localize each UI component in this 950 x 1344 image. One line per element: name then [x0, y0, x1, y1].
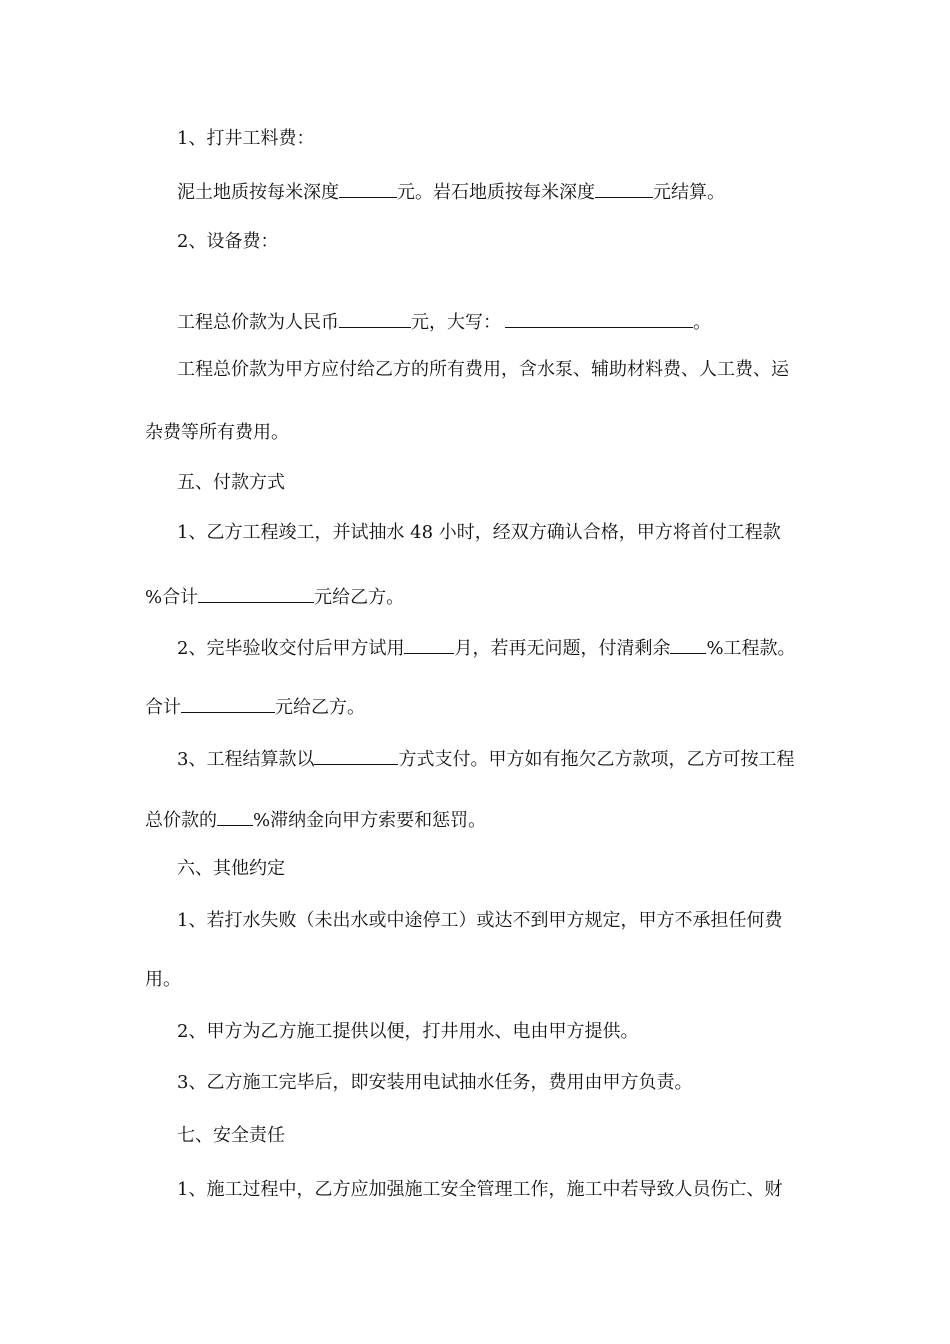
text-segment: %滞纳金向甲方索要和惩罚。: [253, 810, 487, 831]
payment-2-line1: [177, 634, 867, 661]
fill-blank-trial-months[interactable]: [404, 634, 454, 654]
text-segment: 2、甲方为乙方施工提供以便，打井用水、电由甲方提供。: [177, 1021, 639, 1042]
text-segment: 元。岩石地质按每米深度: [397, 182, 595, 203]
text-segment: 3、乙方施工完毕后，即安装用电试抽水任务，费用由甲方负责。: [177, 1072, 693, 1093]
fill-blank-remaining-amount[interactable]: [181, 693, 275, 713]
section-heading: 六、其他约定: [177, 858, 285, 879]
total-price-desc-line2: [145, 421, 835, 445]
item-1-heading: [177, 127, 867, 151]
agreement-1-line2: [145, 968, 835, 992]
text-segment: %合计: [145, 587, 199, 608]
agreement-3-line: [177, 1071, 867, 1095]
fill-blank-payment-method[interactable]: [314, 745, 398, 765]
section-heading: 五、付款方式: [177, 472, 285, 493]
text-segment: 泥土地质按每米深度: [177, 182, 339, 203]
soil-rock-price-line: [177, 178, 867, 205]
fill-blank-remaining-percent[interactable]: [670, 634, 706, 654]
fill-blank-rock-price[interactable]: [595, 178, 653, 198]
text-segment: 总价款的: [145, 810, 217, 831]
text-segment: 工程总价款为人民币: [177, 312, 339, 333]
fill-blank-first-payment[interactable]: [198, 583, 314, 603]
agreement-1-line1: [177, 909, 867, 933]
item-2-text: 2、设备费：: [177, 231, 279, 252]
total-price-line: [177, 308, 867, 335]
text-segment: 元给乙方。: [314, 587, 405, 608]
text-segment: 工程总价款为甲方应付给乙方的所有费用，含水泵、辅助材料费、人工费、运: [177, 359, 789, 380]
text-segment: 月，若再无问题，付清剩余: [454, 638, 671, 659]
section-heading: 七、安全责任: [177, 1125, 285, 1146]
text-segment: 元给乙方。: [275, 697, 365, 718]
item-1-text: 1、打井工料费：: [177, 128, 315, 149]
text-segment: 1、若打水失败（未出水或中途停工）或达不到甲方规定，甲方不承担任何费: [177, 910, 783, 931]
section-6-heading: [177, 857, 867, 881]
payment-3-line1: [177, 745, 867, 772]
text-segment: 1、乙方工程竣工，并试抽水 48 小时，经双方确认合格，甲方将首付工程款: [177, 522, 781, 543]
text-segment: 3、工程结算款以: [177, 749, 315, 770]
fill-blank-soil-price[interactable]: [339, 178, 397, 198]
text-segment: %工程款。: [706, 638, 796, 659]
text-segment: 元结算。: [653, 182, 725, 203]
section-5-heading: [177, 471, 867, 495]
text-segment: 1、施工过程中，乙方应加强施工安全管理工作，施工中若导致人员伤亡、财: [177, 1179, 783, 1200]
payment-3-line2: [145, 806, 835, 833]
fill-blank-late-fee-percent[interactable]: [217, 806, 253, 826]
text-segment: 方式支付。甲方如有拖欠乙方款项，乙方可按工程: [398, 749, 795, 770]
item-2-heading: [177, 230, 867, 254]
text-segment: 杂费等所有费用。: [145, 422, 289, 443]
payment-1-line2: [145, 583, 835, 610]
total-price-desc-line1: [177, 358, 867, 382]
text-segment: 。: [693, 312, 711, 333]
text-segment: 合计: [145, 697, 181, 718]
text-segment: 2、完毕验收交付后甲方试用: [177, 638, 405, 659]
text-segment: 用。: [145, 969, 181, 990]
payment-2-line2: [145, 693, 835, 720]
agreement-2-line: [177, 1020, 867, 1044]
safety-1-line1: [177, 1178, 867, 1202]
payment-1-line1: [177, 521, 867, 545]
text-segment: 元，大写：: [411, 312, 501, 333]
section-7-heading: [177, 1124, 867, 1148]
fill-blank-total-rmb[interactable]: [339, 308, 411, 328]
fill-blank-total-uppercase[interactable]: [505, 308, 693, 328]
